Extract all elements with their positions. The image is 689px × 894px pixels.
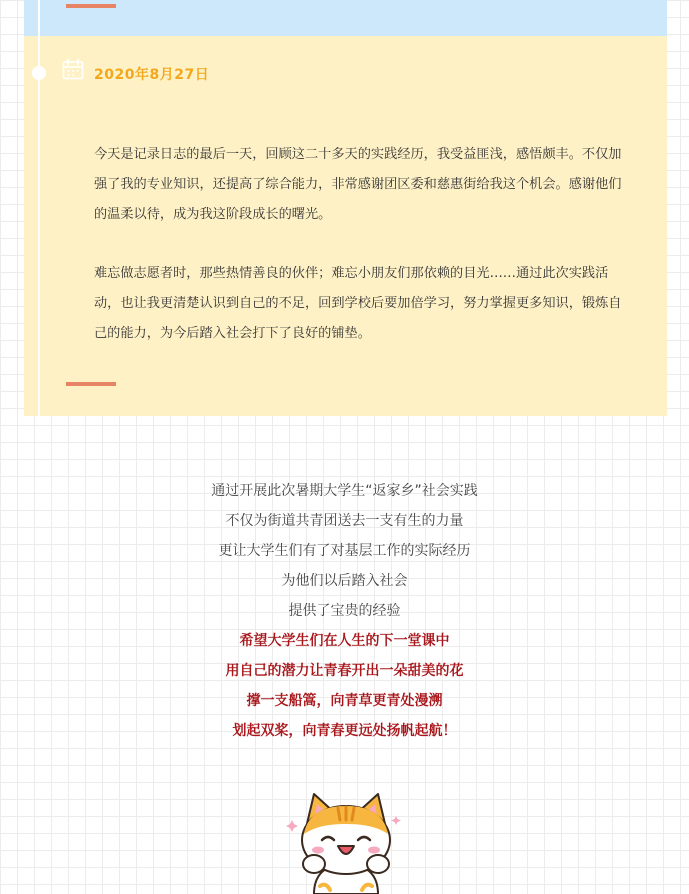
closing-highlight-line: 撑一支船篙，向青草更青处漫溯 [246,693,443,709]
closing-highlight-line: 用自己的潜力让青春开出一朵甜美的花 [225,663,464,679]
closing-highlight-line: 划起双桨，向青春更远处扬帆起航！ [232,723,457,739]
journal-paragraph-2: 难忘做志愿者时，那些热情善良的伙伴；难忘小朋友们那依赖的目光……通过此次实践活动，也让我更清楚认识到自己的不足，回到学校后要加倍学习，努力掌握更多知识，锻炼自己的能力，为今后踏入社会打下了良好的铺垫。 [94,266,622,341]
closing-message [0,476,689,746]
divider-bar [66,4,116,8]
closing-highlight-line: 希望大学生们在人生的下一堂课中 [239,633,450,649]
closing-line: 为他们以后踏入社会 [281,573,408,589]
timeline-line [38,0,40,416]
journal-paragraph-1: 今天是记录日志的最后一天，回顾这二十多天的实践经历，我受益匪浅，感悟颇丰。不仅加强了我的专业知识，还提高了综合能力，非常感谢团区委和慈惠街给我这个机会。感谢他们的温柔以待，成为我这阶段成长的曙光。 [94,147,622,222]
cat-mascot-illustration [284,786,408,894]
closing-line: 提供了宝贵的经验 [288,603,401,619]
closing-line: 更让大学生们有了对基层工作的实际经历 [218,543,471,559]
closing-line: 通过开展此次暑期大学生“返家乡”社会实践 [211,483,478,499]
timeline-dot [32,66,46,80]
closing-line: 不仅为街道共青团送去一支有生的力量 [225,513,464,529]
previous-card-bottom [24,0,667,36]
divider-bar [66,382,116,386]
journal-date: 2020年8月27日 [94,67,210,83]
calendar-icon [62,58,84,80]
